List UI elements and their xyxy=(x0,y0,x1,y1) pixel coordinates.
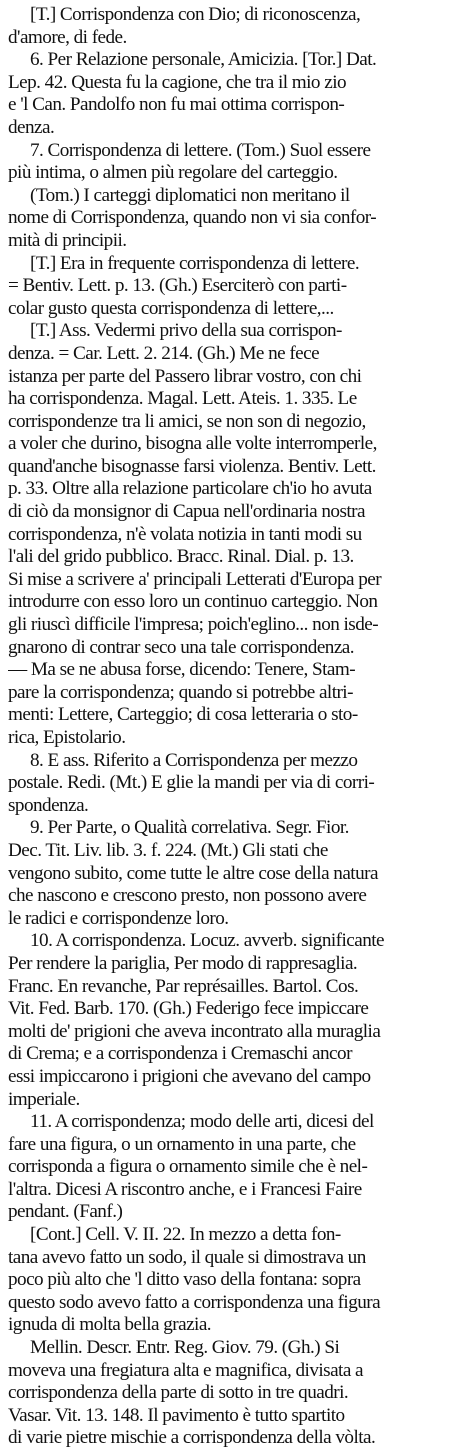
text-line: Vasar. Vit. 13. 148. Il pavimento è tutto spartito xyxy=(8,1404,345,1426)
text-line: 9. Per Parte, o Qualità correlativa. Segr. Fior. xyxy=(30,817,349,839)
text-line: gnarono di contrar seco una tale corrispondenza. xyxy=(8,636,355,658)
text-line: Per rendere la pariglia, Per modo di rappresaglia. xyxy=(8,952,358,974)
text-line: 7. Corrispondenza di lettere. (Tom.) Suol essere xyxy=(30,139,371,161)
text-line: corrispondenza, n'è volata notizia in tanti modi su xyxy=(8,523,362,545)
text-line: pare la corrispondenza; quando si potrebbe altri- xyxy=(8,681,353,703)
text-line: 6. Per Relazione personale, Amicizia. [Tor.] Dat. xyxy=(30,49,377,71)
text-line: e 'l Can. Pandolfo non fu mai ottima corrispon- xyxy=(8,94,345,116)
text-line: quand'anche bisognasse farsi violenza. Bentiv. Lett. xyxy=(8,455,376,477)
text-line: moveva una fregiatura alta e magnifica, divisata a xyxy=(8,1359,364,1381)
text-line: nome di Corrispondenza, quando non vi sia confor- xyxy=(8,207,377,229)
text-line: ignuda di molta bella grazia. xyxy=(8,1314,212,1336)
text-line: a voler che durino, bisogna alle volte interromperle, xyxy=(8,433,377,455)
text-line: 8. E ass. Riferito a Corrispondenza per mezzo xyxy=(30,749,358,771)
text-line: colar gusto questa corrispondenza di lettere,... xyxy=(8,297,334,319)
text-line: 11. A corrispondenza; modo delle arti, dicesi del xyxy=(30,1111,374,1133)
text-line: vengono subito, come tutte le altre cose della natura xyxy=(8,862,378,884)
text-line: l'altra. Dicesi A riscontro anche, e i Francesi Faire xyxy=(8,1178,362,1200)
text-line: denza. xyxy=(8,116,55,138)
text-line: più intima, o almen più regolare del carteggio. xyxy=(8,162,338,184)
text-line: gli riuscì difficile l'impresa; poich'eglino... non isde- xyxy=(8,614,379,636)
text-line: d'amore, di fede. xyxy=(8,26,127,48)
text-line: Franc. En revanche, Par représailles. Bartol. Cos. xyxy=(8,975,359,997)
text-line: Dec. Tit. Liv. lib. 3. f. 224. (Mt.) Gli stati che xyxy=(8,839,328,861)
text-line: questo sodo avevo fatto a corrispondenza una figura xyxy=(8,1291,381,1313)
text-line: pendant. (Fanf.) xyxy=(8,1201,123,1223)
text-line: corrisponda a figura o ornamento simile che è nel- xyxy=(8,1156,368,1178)
text-line: fare una figura, o un ornamento in una parte, che xyxy=(8,1133,356,1155)
text-line: che nascono e crescono presto, non possono avere xyxy=(8,885,367,907)
text-line: poco più alto che 'l ditto vaso della fontana: sopra xyxy=(8,1269,361,1291)
text-line: tana avevo fatto un sodo, il quale si dimostrava un xyxy=(8,1246,366,1268)
text-line: istanza per parte del Passero librar vostro, con chi xyxy=(8,365,362,387)
text-line: corrispondenze tra li amici, se non son di negozio, xyxy=(8,410,366,432)
text-line: di ciò da monsignor di Capua nell'ordinaria nostra xyxy=(8,501,365,523)
text-line: denza. = Car. Lett. 2. 214. (Gh.) Me ne fece xyxy=(8,342,320,364)
text-line: Mellin. Descr. Entr. Reg. Giov. 79. (Gh.) Si xyxy=(30,1337,340,1359)
text-line: l'ali del grido pubblico. Bracc. Rinal. Dial. p. 13. xyxy=(8,546,354,568)
text-line: corrispondenza della parte di sotto in tre quadri. xyxy=(8,1382,349,1404)
text-line: Lep. 42. Questa fu la cagione, che tra il mio zio xyxy=(8,71,347,93)
text-line: (Tom.) I carteggi diplomatici non meritano il xyxy=(30,184,350,206)
text-line: introdurre con esso loro un continuo carteggio. Non xyxy=(8,591,378,613)
text-line: [T.] Corrispondenza con Dio; di riconoscenza, xyxy=(30,4,361,25)
text-line: ha corrispondenza. Magal. Lett. Ateis. 1. 335. Le xyxy=(8,388,357,410)
text-line: imperiale. xyxy=(8,1088,80,1110)
text-line: mità di principii. xyxy=(8,229,127,251)
text-line: Vit. Fed. Barb. 170. (Gh.) Federigo fece impiccare xyxy=(8,998,369,1020)
text-line: menti: Lettere, Carteggio; di cosa letteraria o sto- xyxy=(8,704,358,726)
text-line: [Cont.] Cell. V. II. 22. In mezzo a detta fon- xyxy=(30,1224,341,1246)
text-line: Si mise a scrivere a' principali Letterati d'Europa per xyxy=(8,568,382,590)
text-line: rica, Epistolario. xyxy=(8,727,126,748)
text-line: — Ma se ne abusa forse, dicendo: Tenere, Stam- xyxy=(8,659,356,681)
text-line: le radici e corrispondenze loro. xyxy=(8,907,229,929)
text-line: di varie pietre mischie a corrispondenza della vòlta. xyxy=(8,1427,376,1449)
text-line: [T.] Ass. Vedermi privo della sua corrispon- xyxy=(30,320,342,342)
text-line: [T.] Era in frequente corrispondenza di lettere. xyxy=(30,252,360,274)
text-line: spondenza. xyxy=(8,794,89,816)
text-line: postale. Redi. (Mt.) E glie la mandi per via di corri- xyxy=(8,772,375,794)
text-line: molti de' prigioni che aveva incontrato alla muraglia xyxy=(8,1020,381,1042)
text-line: = Bentiv. Lett. p. 13. (Gh.) Eserciterò con parti- xyxy=(8,275,347,297)
text-line: essi impiccarono i prigioni che avevano del campo xyxy=(8,1065,371,1087)
text-line: 10. A corrispondenza. Locuz. avverb. significante xyxy=(30,930,385,952)
text-line: p. 33. Oltre alla relazione particolare ch'io ho avuta xyxy=(8,478,372,500)
text-line: di Crema; e a corrispondenza i Cremaschi ancor xyxy=(8,1043,352,1065)
